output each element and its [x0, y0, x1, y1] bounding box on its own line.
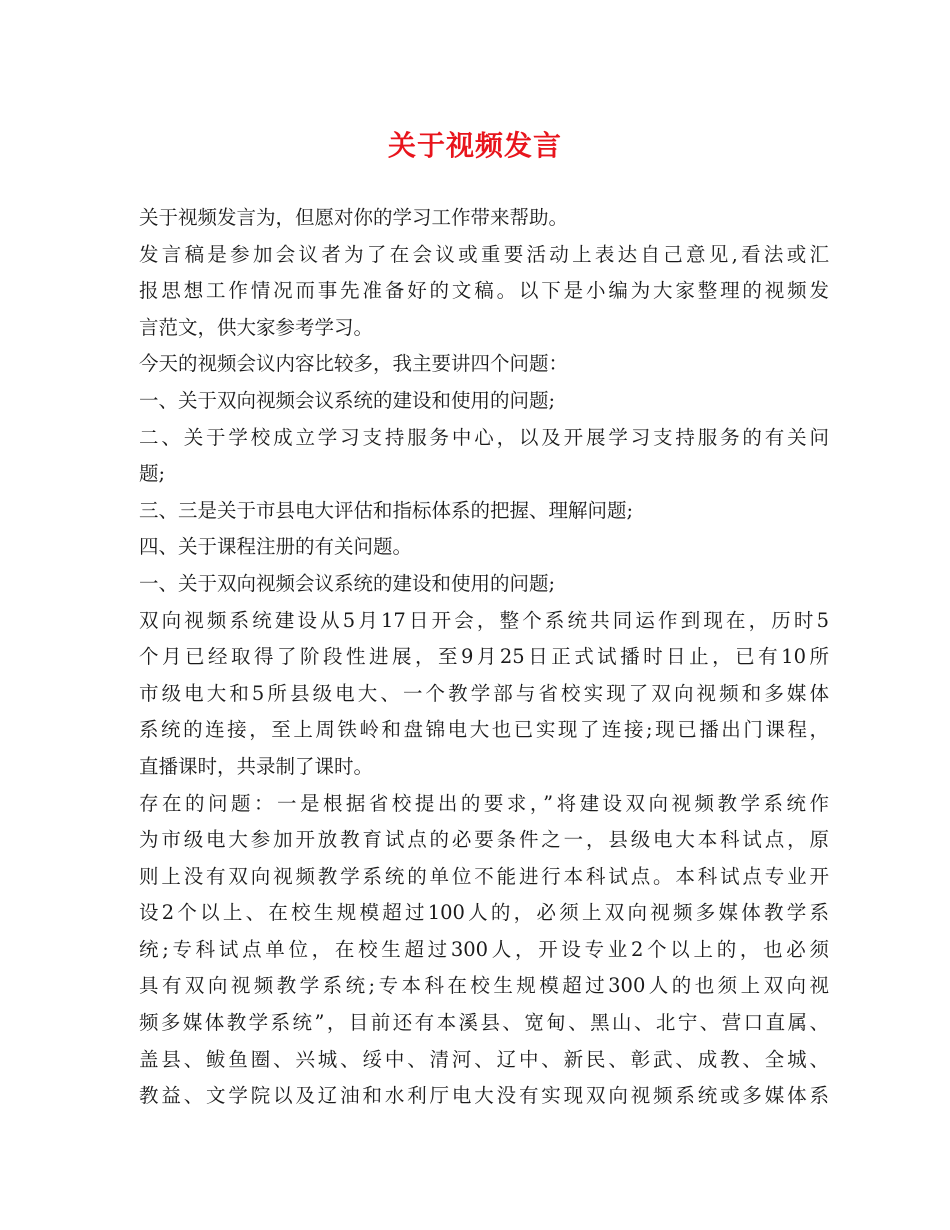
body-line: 盖县、鲅鱼圈、兴城、绥中、清河、辽中、新民、彰武、成教、全城、	[139, 1047, 829, 1071]
body-line: 统;专科试点单位，在校生超过300人，开设专业2个以上的，也必须	[139, 937, 829, 961]
body-line: 则上没有双向视频教学系统的单位不能进行本科试点。本科试点专业开	[139, 864, 829, 888]
body-line: 题;	[139, 462, 166, 486]
body-line: 报思想工作情况而事先准备好的文稿。以下是小编为大家整理的视频发	[139, 279, 829, 303]
body-line: 一、关于双向视频会议系统的建设和使用的问题;	[139, 388, 556, 412]
body-line: 设2个以上、在校生规模超过100人的，必须上双向视频多媒体教学系	[139, 901, 829, 925]
document-body	[139, 200, 829, 1115]
body-line: 频多媒体教学系统”，目前还有本溪县、宽甸、黑山、北宁、营口直属、	[139, 1011, 829, 1035]
body-line: 今天的视频会议内容比较多，我主要讲四个问题：	[139, 352, 569, 376]
body-line: 系统的连接，至上周铁岭和盘锦电大也已实现了连接;现已播出门课程，	[139, 718, 829, 742]
body-line: 双向视频系统建设从5月17日开会，整个系统共同运作到现在，历时5	[139, 608, 829, 632]
body-line: 教益、文学院以及辽油和水利厅电大没有实现双向视频系统或多媒体系	[139, 1084, 829, 1108]
body-line: 为市级电大参加开放教育试点的必要条件之一，县级电大本科试点，原	[139, 828, 829, 852]
body-line: 关于视频发言为，但愿对你的学习工作带来帮助。	[139, 206, 569, 229]
body-line: 存在的问题：一是根据省校提出的要求，”将建设双向视频教学系统作	[139, 791, 829, 815]
body-line: 一、关于双向视频会议系统的建设和使用的问题;	[139, 571, 556, 595]
body-line: 三、三是关于市县电大评估和指标体系的把握、理解问题;	[139, 498, 634, 522]
body-line: 直播课时，共录制了课时。	[139, 754, 374, 778]
body-line: 市级电大和5所县级电大、一个教学部与省校实现了双向视频和多媒体	[139, 681, 829, 705]
body-line: 言范文，供大家参考学习。	[139, 315, 374, 339]
body-line: 具有双向视频教学系统;专本科在校生规模超过300人的也须上双向视	[139, 974, 829, 998]
body-line: 发言稿是参加会议者为了在会议或重要活动上表达自己意见,看法或汇	[139, 242, 829, 266]
body-line: 二、关于学校成立学习支持服务中心，以及开展学习支持服务的有关问	[139, 425, 829, 449]
document-title: 关于视频发言	[387, 129, 562, 162]
body-line: 个月已经取得了阶段性进展，至9月25日正式试播时日止，已有10所	[139, 645, 829, 669]
body-line: 四、关于课程注册的有关问题。	[139, 535, 413, 559]
